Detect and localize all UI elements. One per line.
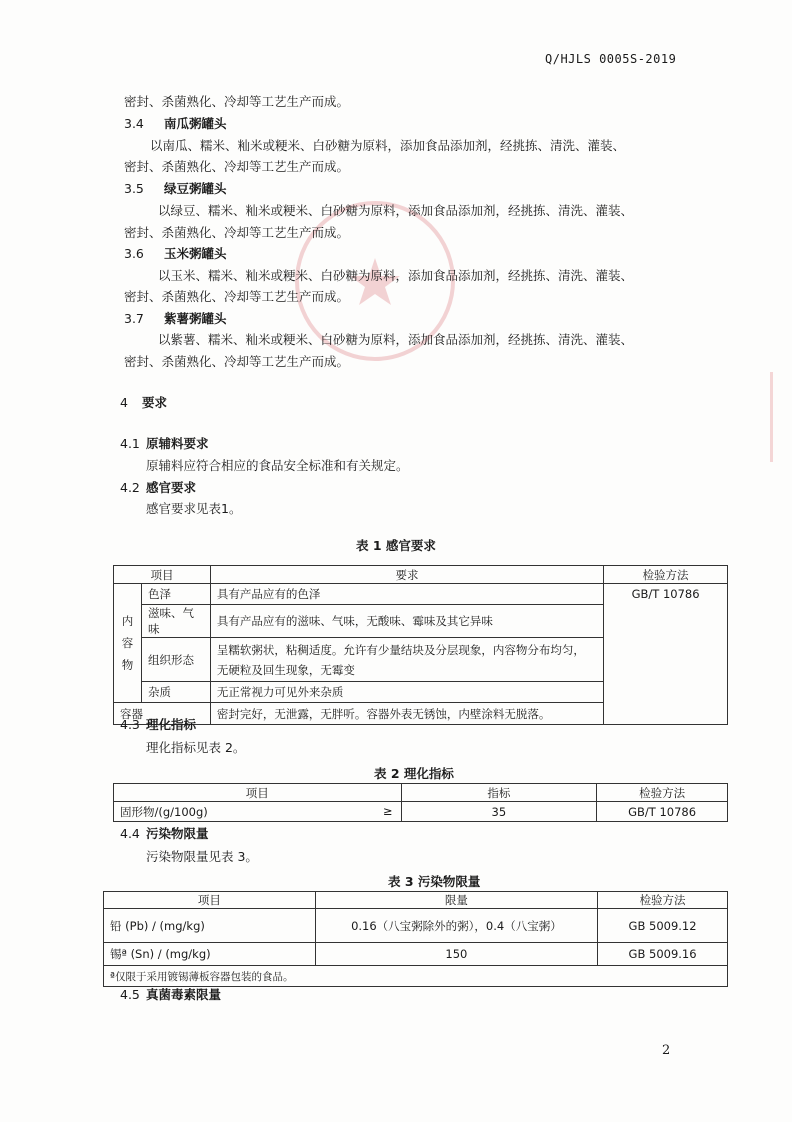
- section-4-4-heading: [120, 826, 209, 842]
- cell-line: 呈糯软粥状，粘稠适度。允许有少量结块及分层现象，内容物分布均匀，: [216, 642, 585, 657]
- group-text: 内容物: [121, 614, 134, 672]
- section-number: 3.5: [124, 181, 144, 196]
- table-cell: GB/T 10786: [597, 802, 728, 822]
- row-group-label: [114, 584, 142, 703]
- section-number: 3.6: [124, 246, 144, 261]
- section-title: 紫薯粥罐头: [164, 311, 227, 326]
- table-header-cell: 指标: [401, 784, 597, 802]
- section-4-heading: [120, 395, 167, 411]
- section-number: 4.1: [120, 436, 140, 451]
- table-cell: 锡ª (Sn) / (mg/kg): [104, 943, 316, 966]
- section-number: 4.4: [120, 826, 140, 841]
- table-cell: 铅 (Pb) / (mg/kg): [104, 909, 316, 943]
- page-number: 2: [662, 1043, 671, 1058]
- body-line: 密封、杀菌熟化、冷却等工艺生产而成。: [124, 289, 350, 304]
- section-3-4-heading: [124, 116, 227, 132]
- section-4-2-heading: [120, 480, 196, 496]
- section-number: 4.3: [120, 717, 140, 732]
- table-cell: GB 5009.12: [598, 909, 728, 943]
- table-1-caption: 表 1 感官要求: [356, 538, 436, 553]
- table-3-caption: 表 3 污染物限量: [388, 874, 481, 889]
- body-line: 密封、杀菌熟化、冷却等工艺生产而成。: [124, 354, 350, 369]
- body-line: 密封、杀菌熟化、冷却等工艺生产而成。: [124, 159, 350, 174]
- cell-text: 固形物/(g/100g): [120, 804, 208, 819]
- section-title: 要求: [142, 395, 168, 410]
- table-cell: 无正常视力可见外来杂质: [210, 682, 603, 703]
- table-cell: [210, 638, 603, 682]
- section-title: 理化指标: [146, 717, 197, 732]
- body-line: 理化指标见表 2。: [146, 740, 246, 755]
- body-line: 污染物限量见表 3。: [146, 849, 258, 864]
- table-cell: 滋味、气味: [141, 605, 210, 638]
- table-3-contaminants: [103, 891, 728, 987]
- table-footnote: ª仅限于采用镀锡薄板容器包装的食品。: [104, 966, 728, 987]
- section-3-7-heading: [124, 311, 227, 327]
- section-number: 4.2: [120, 480, 140, 495]
- body-line: 密封、杀菌熟化、冷却等工艺生产而成。: [124, 94, 350, 109]
- table-cell: [114, 802, 402, 822]
- section-4-3-heading: [120, 717, 196, 733]
- section-title: 原辅料要求: [146, 436, 209, 451]
- table-cell: 0.16（八宝粥除外的粥），0.4（八宝粥）: [315, 909, 597, 943]
- section-title: 真菌毒素限量: [146, 987, 222, 1002]
- table-cell: 色泽: [141, 584, 210, 605]
- table-cell: 杂质: [141, 682, 210, 703]
- cell-sign: ≥: [382, 803, 393, 818]
- body-line: 以玉米、糯米、籼米或粳米、白砂糖为原料，添加食品添加剂，经挑拣、清洗、灌装、: [158, 268, 634, 283]
- table-1-sensory: [113, 565, 728, 725]
- section-title: 玉米粥罐头: [164, 246, 227, 261]
- section-title: 污染物限量: [146, 826, 209, 841]
- table-cell: 具有产品应有的滋味、气味，无酸味、霉味及其它异味: [210, 605, 603, 638]
- body-line: 以绿豆、糯米、籼米或粳米、白砂糖为原料，添加食品添加剂，经挑拣、清洗、灌装、: [158, 203, 634, 218]
- section-4-1-heading: [120, 436, 209, 452]
- table-cell: 具有产品应有的色泽: [210, 584, 603, 605]
- table-cell: 密封完好，无泄露，无胖听。容器外表无锈蚀，内壁涂料无脱落。: [210, 703, 603, 725]
- section-4-5-heading: [120, 987, 221, 1003]
- table-cell: 组织形态: [141, 638, 210, 682]
- table-header-cell: 项目: [104, 892, 316, 909]
- table-2-caption: 表 2 理化指标: [374, 766, 454, 781]
- table-2-physicochemical: [113, 783, 728, 822]
- body-line: 以南瓜、糯米、籼米或粳米、白砂糖为原料，添加食品添加剂，经挑拣、清洗、灌装、: [150, 138, 626, 153]
- section-3-5-heading: [124, 181, 227, 197]
- body-line: 原辅料应符合相应的食品安全标准和有关规定。: [146, 458, 409, 473]
- table-header-cell: 要求: [210, 566, 603, 584]
- table-cell: 容器: [114, 703, 211, 725]
- section-title: 绿豆粥罐头: [164, 181, 227, 196]
- section-3-6-heading: [124, 246, 227, 262]
- table-cell: 150: [315, 943, 597, 966]
- table-cell: 35: [401, 802, 597, 822]
- section-number: 3.4: [124, 116, 144, 131]
- body-line: 以紫薯、糯米、籼米或粳米、白砂糖为原料，添加食品添加剂，经挑拣、清洗、灌装、: [158, 332, 634, 347]
- section-title: 感官要求: [146, 480, 197, 495]
- body-line: 密封、杀菌熟化、冷却等工艺生产而成。: [124, 225, 350, 240]
- table-header-cell: 项目: [114, 784, 402, 802]
- table-header-cell: 检验方法: [598, 892, 728, 909]
- table-header-cell: 检验方法: [604, 566, 728, 584]
- section-number: 4: [120, 395, 128, 410]
- edge-stamp-fragment: [770, 372, 791, 462]
- cell-line: 无硬粒及回生现象，无霉变: [216, 662, 355, 677]
- table-cell-method: GB/T 10786: [604, 584, 728, 725]
- table-header-cell: 限量: [315, 892, 597, 909]
- body-line: 感官要求见表1。: [146, 501, 242, 516]
- section-number: 4.5: [120, 987, 140, 1002]
- table-header-cell: 检验方法: [597, 784, 728, 802]
- document-code: Q/HJLS 0005S-2019: [545, 52, 677, 66]
- table-header-cell: 项目: [114, 566, 211, 584]
- section-number: 3.7: [124, 311, 144, 326]
- table-cell: GB 5009.16: [598, 943, 728, 966]
- section-title: 南瓜粥罐头: [164, 116, 227, 131]
